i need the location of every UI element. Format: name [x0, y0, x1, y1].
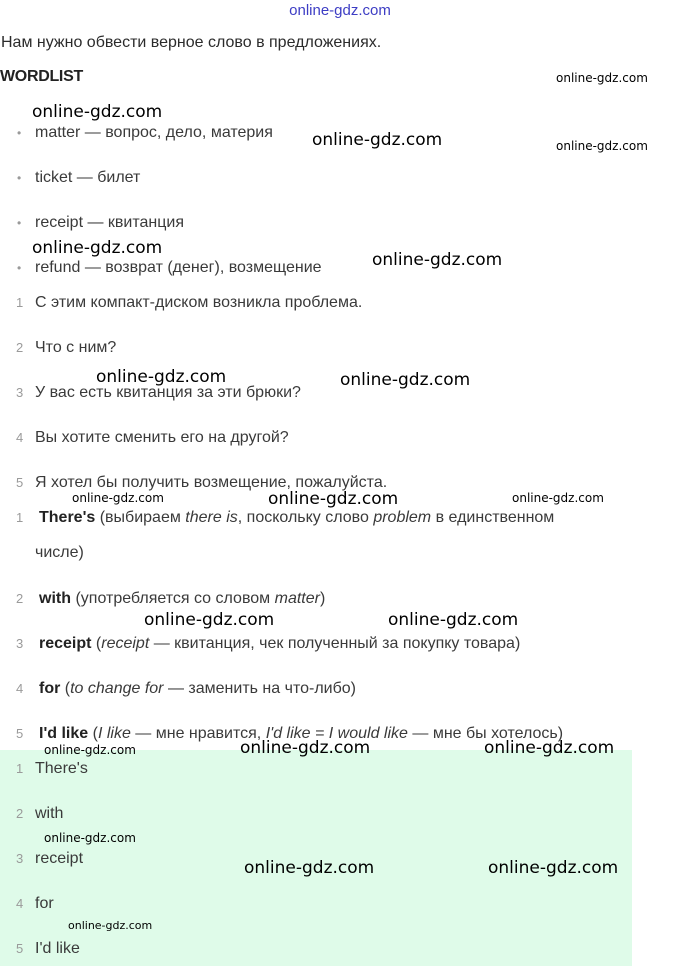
- answer-number: 3: [16, 851, 24, 866]
- sentence-text: У вас есть квитанция за эти брюки?: [35, 384, 301, 401]
- watermark: online-gdz.com: [388, 610, 519, 630]
- answer-number: 2: [16, 806, 24, 821]
- watermark: online-gdz.com: [512, 491, 604, 505]
- watermark: online-gdz.com: [44, 831, 136, 845]
- bullet-icon: •: [17, 171, 22, 185]
- explanation-part: — мне бы хотелось): [407, 725, 564, 742]
- watermark: online-gdz.com: [72, 491, 164, 505]
- answer-word: I'd like: [39, 725, 89, 742]
- explanation-part: — заменить на что-либо): [163, 680, 356, 697]
- sentence-number: 1: [16, 295, 24, 310]
- explanation-part: в единственном: [431, 509, 555, 526]
- explanation-term: I like: [97, 725, 131, 742]
- answer-number: 1: [16, 761, 24, 776]
- answer-text: receipt: [35, 850, 84, 867]
- bullet-icon: •: [17, 126, 22, 140]
- watermark: online-gdz.com: [372, 250, 503, 270]
- watermark: online-gdz.com: [240, 738, 371, 758]
- wordlist-item-text: refund — возврат (денег), возмещение: [35, 259, 322, 276]
- watermark: online-gdz.com: [268, 489, 399, 509]
- wordlist-item-text: matter — вопрос, дело, материя: [35, 124, 273, 141]
- explanation-number: 5: [16, 726, 24, 741]
- wordlist-title: WORDLIST: [0, 68, 83, 85]
- explanation-part: (: [91, 635, 102, 652]
- site-header-watermark[interactable]: online-gdz.com: [289, 2, 391, 19]
- explanation-part: (: [60, 680, 71, 697]
- answer-text: I'd like: [35, 940, 80, 957]
- explanation-number: 3: [16, 636, 24, 651]
- answer-word: with: [39, 590, 71, 607]
- bullet-icon: •: [17, 216, 22, 230]
- explanation-part: — квитанция, чек полученный за покупку товара): [149, 635, 521, 652]
- answer-word: There's: [39, 509, 96, 526]
- explanation-number: 4: [16, 681, 24, 696]
- task-instruction: Нам нужно обвести верное слово в предложениях.: [1, 34, 382, 51]
- explanation-part: (выбираем: [95, 509, 186, 526]
- answer-text: There's: [35, 760, 88, 777]
- answer-number: 5: [16, 941, 24, 956]
- wordlist-item-text: receipt — квитанция: [35, 214, 184, 231]
- sentence-text: С этим компакт-диском возникла проблема.: [35, 294, 363, 311]
- explanation-part: (употребляется со словом: [71, 590, 275, 607]
- sentence-number: 3: [16, 385, 24, 400]
- watermark: online-gdz.com: [556, 139, 648, 153]
- explanation-term: to change for: [70, 680, 164, 697]
- watermark: online-gdz.com: [44, 743, 136, 757]
- sentence-text: Что с ним?: [35, 339, 117, 356]
- answer-number: 4: [16, 896, 24, 911]
- explanation-part: ): [319, 590, 326, 607]
- watermark: online-gdz.com: [556, 71, 648, 85]
- explanation-term: problem: [373, 509, 432, 526]
- watermark: online-gdz.com: [32, 102, 163, 122]
- explanation-part: — мне нравится,: [130, 725, 266, 742]
- explanation-term: I'd like = I would like: [265, 725, 408, 742]
- explanation-text: числе): [35, 544, 84, 561]
- answer-word: receipt: [39, 635, 92, 652]
- sentence-number: 4: [16, 430, 24, 445]
- explanation-number: 2: [16, 591, 24, 606]
- bullet-icon: •: [17, 261, 22, 275]
- watermark: online-gdz.com: [484, 738, 615, 758]
- explanation-text: [39, 586, 325, 612]
- explanation-text: [39, 676, 356, 702]
- explanation-term: matter: [274, 590, 320, 607]
- explanation-text: [39, 631, 520, 657]
- watermark: online-gdz.com: [144, 610, 275, 630]
- sentence-text: Я хотел бы получить возмещение, пожалуйста.: [35, 474, 388, 491]
- answer-text: with: [35, 805, 64, 822]
- explanation-term: receipt: [101, 635, 150, 652]
- sentence-number: 5: [16, 475, 24, 490]
- explanation-part: (: [88, 725, 98, 742]
- answer-text: for: [35, 895, 54, 912]
- explanation-term: there is: [185, 509, 238, 526]
- sentence-text: Вы хотите сменить его на другой?: [35, 429, 289, 446]
- answer-word: for: [39, 680, 61, 697]
- watermark: online-gdz.com: [96, 367, 227, 387]
- explanation-number: 1: [16, 510, 24, 525]
- watermark: online-gdz.com: [68, 919, 153, 932]
- watermark: online-gdz.com: [32, 238, 163, 258]
- wordlist-item-text: ticket — билет: [35, 169, 141, 186]
- watermark: online-gdz.com: [244, 858, 375, 878]
- watermark: online-gdz.com: [312, 130, 443, 150]
- watermark: online-gdz.com: [488, 858, 619, 878]
- watermark: online-gdz.com: [340, 370, 471, 390]
- sentence-number: 2: [16, 340, 24, 355]
- explanation-part: , поскольку слово: [237, 509, 374, 526]
